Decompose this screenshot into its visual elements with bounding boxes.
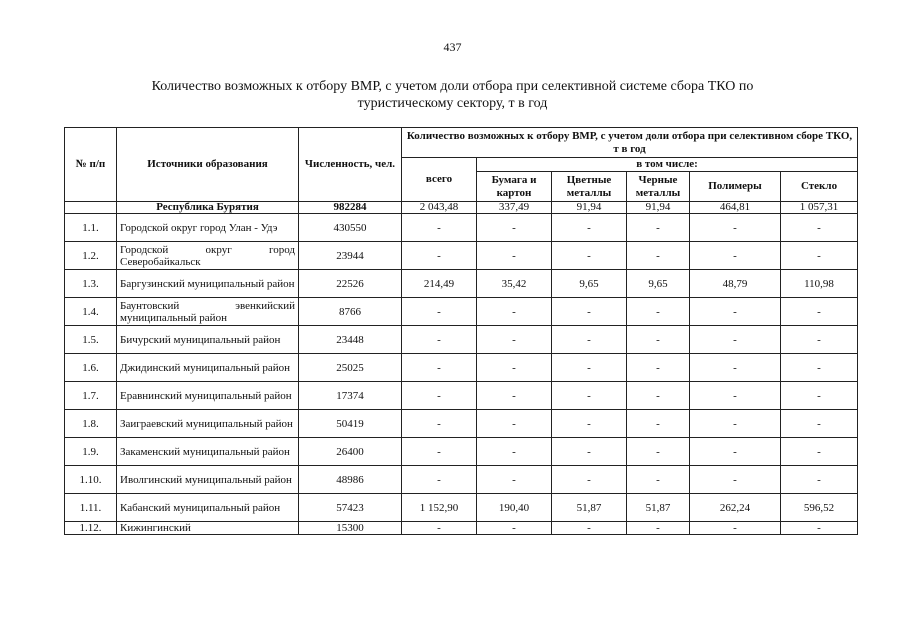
row-total: - xyxy=(402,522,477,535)
row-paper: - xyxy=(477,214,552,242)
row-nonferrous: - xyxy=(552,242,627,270)
table-row xyxy=(65,242,858,270)
row-num: 1.7. xyxy=(65,382,117,410)
row-population: 17374 xyxy=(299,382,402,410)
row-ferrous: - xyxy=(627,354,690,382)
row-num: 1.10. xyxy=(65,466,117,494)
total-population: 982284 xyxy=(299,202,402,214)
header-num: № п/п xyxy=(65,128,117,202)
table-row xyxy=(65,214,858,242)
row-total: 214,49 xyxy=(402,270,477,298)
row-polymers: 262,24 xyxy=(690,494,781,522)
row-glass: - xyxy=(781,522,858,535)
total-num-cell xyxy=(65,202,117,214)
row-population: 22526 xyxy=(299,270,402,298)
row-ferrous: 9,65 xyxy=(627,270,690,298)
table-row xyxy=(65,522,858,535)
table-row xyxy=(65,270,858,298)
row-nonferrous: - xyxy=(552,522,627,535)
row-polymers: - xyxy=(690,298,781,326)
row-paper: - xyxy=(477,382,552,410)
row-population: 23448 xyxy=(299,326,402,354)
row-source: Джидинский муниципальный район xyxy=(117,354,299,382)
row-total: - xyxy=(402,354,477,382)
row-polymers: - xyxy=(690,354,781,382)
row-total: - xyxy=(402,438,477,466)
row-ferrous: - xyxy=(627,326,690,354)
row-nonferrous: - xyxy=(552,354,627,382)
row-population: 26400 xyxy=(299,438,402,466)
row-glass: - xyxy=(781,354,858,382)
row-paper: - xyxy=(477,410,552,438)
row-polymers: - xyxy=(690,466,781,494)
row-nonferrous: - xyxy=(552,382,627,410)
row-num: 1.2. xyxy=(65,242,117,270)
row-num: 1.8. xyxy=(65,410,117,438)
row-source: Городской округ город Улан - Удэ xyxy=(117,214,299,242)
header-ferrous: Черные металлы xyxy=(627,172,690,202)
row-ferrous: - xyxy=(627,438,690,466)
row-num: 1.5. xyxy=(65,326,117,354)
header-population: Численность, чел. xyxy=(299,128,402,202)
row-nonferrous: - xyxy=(552,438,627,466)
row-total: 1 152,90 xyxy=(402,494,477,522)
table-row xyxy=(65,466,858,494)
row-paper: - xyxy=(477,522,552,535)
row-source: Иволгинский муниципальный район xyxy=(117,466,299,494)
page-title: Количество возможных к отбору ВМР, с учетом доли отбора при селективной системе сбора ТКО по туристическому сектору, т в год xyxy=(151,79,754,111)
total-nonferrous: 91,94 xyxy=(552,202,627,214)
table-row xyxy=(65,298,858,326)
row-paper: - xyxy=(477,326,552,354)
total-glass: 1 057,31 xyxy=(781,202,858,214)
row-paper: - xyxy=(477,298,552,326)
row-num: 1.9. xyxy=(65,438,117,466)
row-glass: - xyxy=(781,298,858,326)
row-paper: 190,40 xyxy=(477,494,552,522)
row-source: Баунтовский эвенкийский муниципальный район xyxy=(117,298,299,326)
header-nonferrous: Цветные металлы xyxy=(552,172,627,202)
row-ferrous: - xyxy=(627,382,690,410)
row-paper: - xyxy=(477,354,552,382)
row-glass: - xyxy=(781,382,858,410)
row-nonferrous: - xyxy=(552,214,627,242)
row-paper: - xyxy=(477,438,552,466)
header-including: в том числе: xyxy=(477,158,858,172)
row-polymers: - xyxy=(690,382,781,410)
row-total: - xyxy=(402,326,477,354)
row-glass: - xyxy=(781,242,858,270)
row-polymers: - xyxy=(690,326,781,354)
row-population: 48986 xyxy=(299,466,402,494)
table-row xyxy=(65,326,858,354)
header-group: Количество возможных к отбору ВМР, с учетом доли отбора при селективном сборе ТКО, т в год xyxy=(402,128,858,158)
row-population: 25025 xyxy=(299,354,402,382)
row-glass: - xyxy=(781,410,858,438)
row-total: - xyxy=(402,382,477,410)
row-ferrous: - xyxy=(627,410,690,438)
row-glass: 596,52 xyxy=(781,494,858,522)
total-polymers: 464,81 xyxy=(690,202,781,214)
row-num: 1.11. xyxy=(65,494,117,522)
row-glass: - xyxy=(781,466,858,494)
row-polymers: - xyxy=(690,242,781,270)
row-total: - xyxy=(402,214,477,242)
row-paper: - xyxy=(477,466,552,494)
row-ferrous: - xyxy=(627,466,690,494)
total-paper: 337,49 xyxy=(477,202,552,214)
row-polymers: - xyxy=(690,410,781,438)
row-num: 1.3. xyxy=(65,270,117,298)
row-nonferrous: 51,87 xyxy=(552,494,627,522)
table-row xyxy=(65,354,858,382)
row-ferrous: - xyxy=(627,214,690,242)
total-total: 2 043,48 xyxy=(402,202,477,214)
total-ferrous: 91,94 xyxy=(627,202,690,214)
row-polymers: - xyxy=(690,522,781,535)
row-glass: - xyxy=(781,438,858,466)
header-polymers: Полимеры xyxy=(690,172,781,202)
row-nonferrous: 9,65 xyxy=(552,270,627,298)
row-population: 50419 xyxy=(299,410,402,438)
row-num: 1.12. xyxy=(65,522,117,535)
row-paper: 35,42 xyxy=(477,270,552,298)
table-row xyxy=(65,382,858,410)
row-nonferrous: - xyxy=(552,298,627,326)
row-nonferrous: - xyxy=(552,410,627,438)
header-source: Источники образования xyxy=(117,128,299,202)
row-nonferrous: - xyxy=(552,466,627,494)
row-glass: - xyxy=(781,214,858,242)
row-source: Заиграевский муниципальный район xyxy=(117,410,299,438)
row-total: - xyxy=(402,298,477,326)
row-paper: - xyxy=(477,242,552,270)
row-source: Кижингинский xyxy=(117,522,299,535)
header-paper: Бумага и картон xyxy=(477,172,552,202)
row-glass: - xyxy=(781,326,858,354)
row-population: 57423 xyxy=(299,494,402,522)
row-num: 1.6. xyxy=(65,354,117,382)
row-source: Бичурский муниципальный район xyxy=(117,326,299,354)
total-row xyxy=(65,202,858,214)
table-row xyxy=(65,438,858,466)
row-population: 430550 xyxy=(299,214,402,242)
row-polymers: - xyxy=(690,438,781,466)
row-glass: 110,98 xyxy=(781,270,858,298)
header-glass: Стекло xyxy=(781,172,858,202)
row-source: Баргузинский муниципальный район xyxy=(117,270,299,298)
row-source: Городской округ город Северобайкальск xyxy=(117,242,299,270)
row-polymers: - xyxy=(690,214,781,242)
row-ferrous: - xyxy=(627,522,690,535)
page-number: 437 xyxy=(443,40,462,54)
row-total: - xyxy=(402,242,477,270)
row-source: Еравнинский муниципальный район xyxy=(117,382,299,410)
row-source: Кабанский муниципальный район xyxy=(117,494,299,522)
row-population: 8766 xyxy=(299,298,402,326)
row-total: - xyxy=(402,466,477,494)
row-population: 15300 xyxy=(299,522,402,535)
row-nonferrous: - xyxy=(552,326,627,354)
data-table xyxy=(64,127,858,535)
row-source: Закаменский муниципальный район xyxy=(117,438,299,466)
table-row xyxy=(65,494,858,522)
row-num: 1.1. xyxy=(65,214,117,242)
row-population: 23944 xyxy=(299,242,402,270)
row-ferrous: - xyxy=(627,298,690,326)
row-ferrous: 51,87 xyxy=(627,494,690,522)
table-row xyxy=(65,410,858,438)
row-polymers: 48,79 xyxy=(690,270,781,298)
row-ferrous: - xyxy=(627,242,690,270)
row-num: 1.4. xyxy=(65,298,117,326)
header-total: всего xyxy=(402,158,477,202)
total-name: Республика Бурятия xyxy=(117,202,299,214)
row-total: - xyxy=(402,410,477,438)
